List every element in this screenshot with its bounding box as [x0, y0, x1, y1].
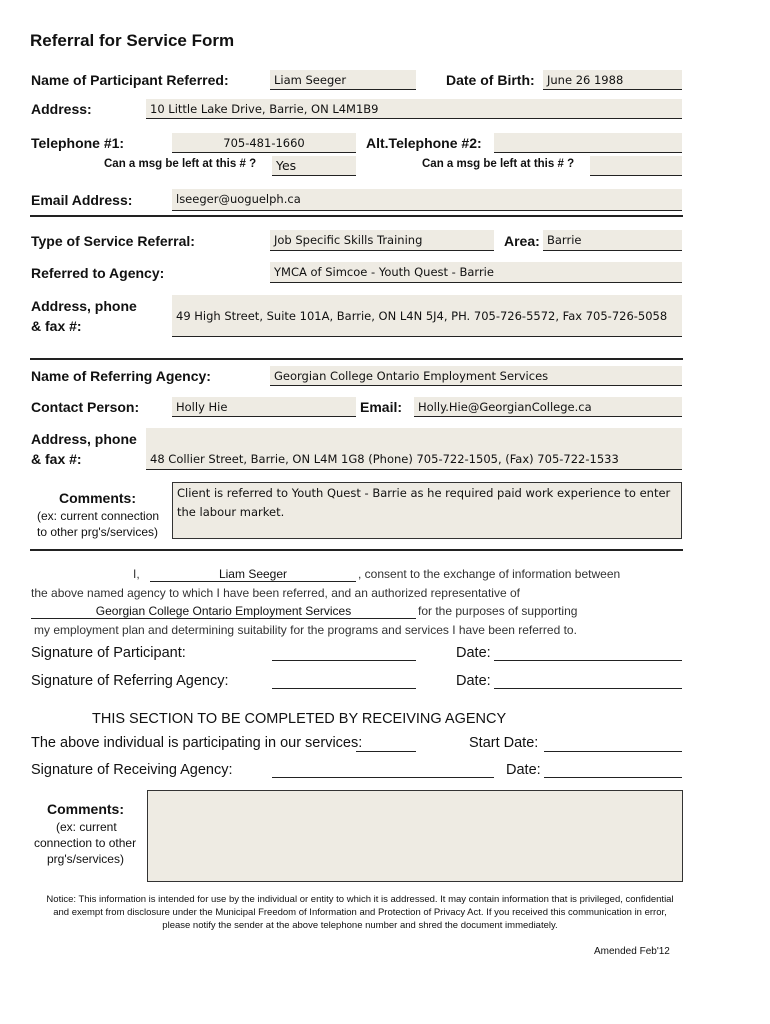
consent-text-2: the above named agency to which I have been referred, and an authorized representative of [31, 586, 520, 600]
referring-agency-label: Name of Referring Agency: [31, 368, 211, 384]
receiving-comments-box[interactable] [147, 790, 683, 882]
sig-agency-date-label: Date: [456, 673, 491, 689]
telephone1-field[interactable]: 705-481-1660 [172, 133, 356, 153]
contact-person-field[interactable]: Holly Hie [172, 397, 356, 417]
participating-label: The above individual is participating in our services: [31, 735, 363, 751]
referred-agency-label: Referred to Agency: [31, 265, 165, 281]
receiving-comments-label: Comments: [47, 801, 125, 817]
receiving-comments-hint-3: prg's/services) [47, 852, 124, 866]
comments-hint-line1: (ex: current connection [37, 509, 160, 523]
referring-address-field[interactable]: 48 Collier Street, Barrie, ON L4M 1G8 (Phone) 705-722-1505, (Fax) 705-722-1533 [146, 428, 682, 470]
start-date-line[interactable] [544, 751, 682, 752]
receiving-comments-hint-1: (ex: current [56, 820, 117, 834]
receiving-comments-hint-2: connection to other [34, 836, 137, 850]
sig-agency-date-line[interactable] [494, 688, 682, 689]
sig-participant-date-line[interactable] [494, 660, 682, 661]
section-divider [30, 549, 683, 551]
start-date-label: Start Date: [469, 735, 539, 751]
sig-agency-label: Signature of Referring Agency: [31, 673, 229, 689]
participating-line[interactable] [356, 751, 416, 752]
comments-hint-line2: to other prg's/services) [37, 525, 159, 539]
receiving-heading: THIS SECTION TO BE COMPLETED BY RECEIVING AGENCY [92, 711, 507, 727]
address-field[interactable]: 10 Little Lake Drive, Barrie, ON L4M1B9 [146, 99, 682, 119]
area-field[interactable]: Barrie [543, 230, 682, 251]
telephone1-label: Telephone #1: [31, 135, 125, 151]
consent-text-1: , consent to the exchange of information between [358, 567, 621, 581]
service-type-label: Type of Service Referral: [31, 233, 195, 249]
service-type-field[interactable]: Job Specific Skills Training [270, 230, 494, 251]
comments-box[interactable]: Client is referred to Youth Quest - Barrie as he required paid work experience to enter the labour market. [172, 482, 682, 539]
receiving-sig-line[interactable] [272, 777, 494, 778]
referred-agency-field[interactable]: YMCA of Simcoe - Youth Quest - Barrie [270, 262, 682, 283]
msg1-field[interactable]: Yes [272, 156, 356, 176]
address-label: Address: [31, 101, 92, 117]
email-label: Email Address: [31, 192, 133, 208]
agency-address-label-line2: & fax #: [31, 318, 82, 334]
email-field[interactable]: lseeger@uoguelph.ca [172, 189, 682, 211]
consent-participant-name[interactable]: Liam Seeger [150, 567, 356, 582]
agency-address-field[interactable]: 49 High Street, Suite 101A, Barrie, ON L4N 5J4, PH. 705-726-5572, Fax 705-726-5058 [172, 295, 682, 337]
receiving-sig-label: Signature of Receiving Agency: [31, 762, 233, 778]
receiving-date-label: Date: [506, 762, 541, 778]
referring-address-label-line1: Address, phone [31, 431, 137, 447]
contact-person-label: Contact Person: [31, 399, 140, 415]
area-label: Area: [504, 233, 540, 249]
sig-participant-line[interactable] [272, 660, 416, 661]
referring-address-label-line2: & fax #: [31, 451, 82, 467]
sig-participant-label: Signature of Participant: [31, 645, 186, 661]
contact-email-label: Email: [360, 399, 403, 415]
agency-address-label-line1: Address, phone [31, 298, 137, 314]
privacy-notice: Notice: This information is intended for use by the individual or entity to which it is addressed. It may contain information that is privileged, confidential and exempt from disclosure under the Municipal Freedom of Information and Protection of Privacy Act. If you received this communication in error, please notify the sender at the above telephone number and shred the document immediately. [46, 894, 674, 931]
consent-text-3: for the purposes of supporting [418, 604, 578, 618]
telephone2-field[interactable] [494, 133, 682, 153]
comments-label: Comments: [59, 490, 137, 506]
consent-i-label: I, [133, 567, 140, 581]
section-divider [30, 358, 683, 360]
contact-email-field[interactable]: Holly.Hie@GeorgianCollege.ca [414, 397, 682, 417]
msg2-field[interactable] [590, 156, 682, 176]
referring-agency-field[interactable]: Georgian College Ontario Employment Services [270, 366, 682, 386]
consent-representative[interactable]: Georgian College Ontario Employment Services [31, 604, 416, 619]
receiving-date-line[interactable] [544, 777, 682, 778]
msg1-label: Can a msg be left at this # ? [104, 158, 257, 170]
msg2-label: Can a msg be left at this # ? [422, 158, 575, 170]
sig-participant-date-label: Date: [456, 645, 491, 661]
section-divider [30, 215, 683, 217]
page-title: Referral for Service Form [30, 31, 235, 50]
amended-date: Amended Feb'12 [594, 946, 670, 957]
dob-label: Date of Birth: [446, 72, 535, 88]
consent-text-4: my employment plan and determining suitability for the programs and services I have been referred to. [34, 623, 577, 637]
sig-agency-line[interactable] [272, 688, 416, 689]
participant-name-field[interactable]: Liam Seeger [270, 70, 416, 90]
participant-name-label: Name of Participant Referred: [31, 72, 229, 88]
dob-field[interactable]: June 26 1988 [543, 70, 682, 90]
telephone2-label: Alt.Telephone #2: [366, 135, 482, 151]
